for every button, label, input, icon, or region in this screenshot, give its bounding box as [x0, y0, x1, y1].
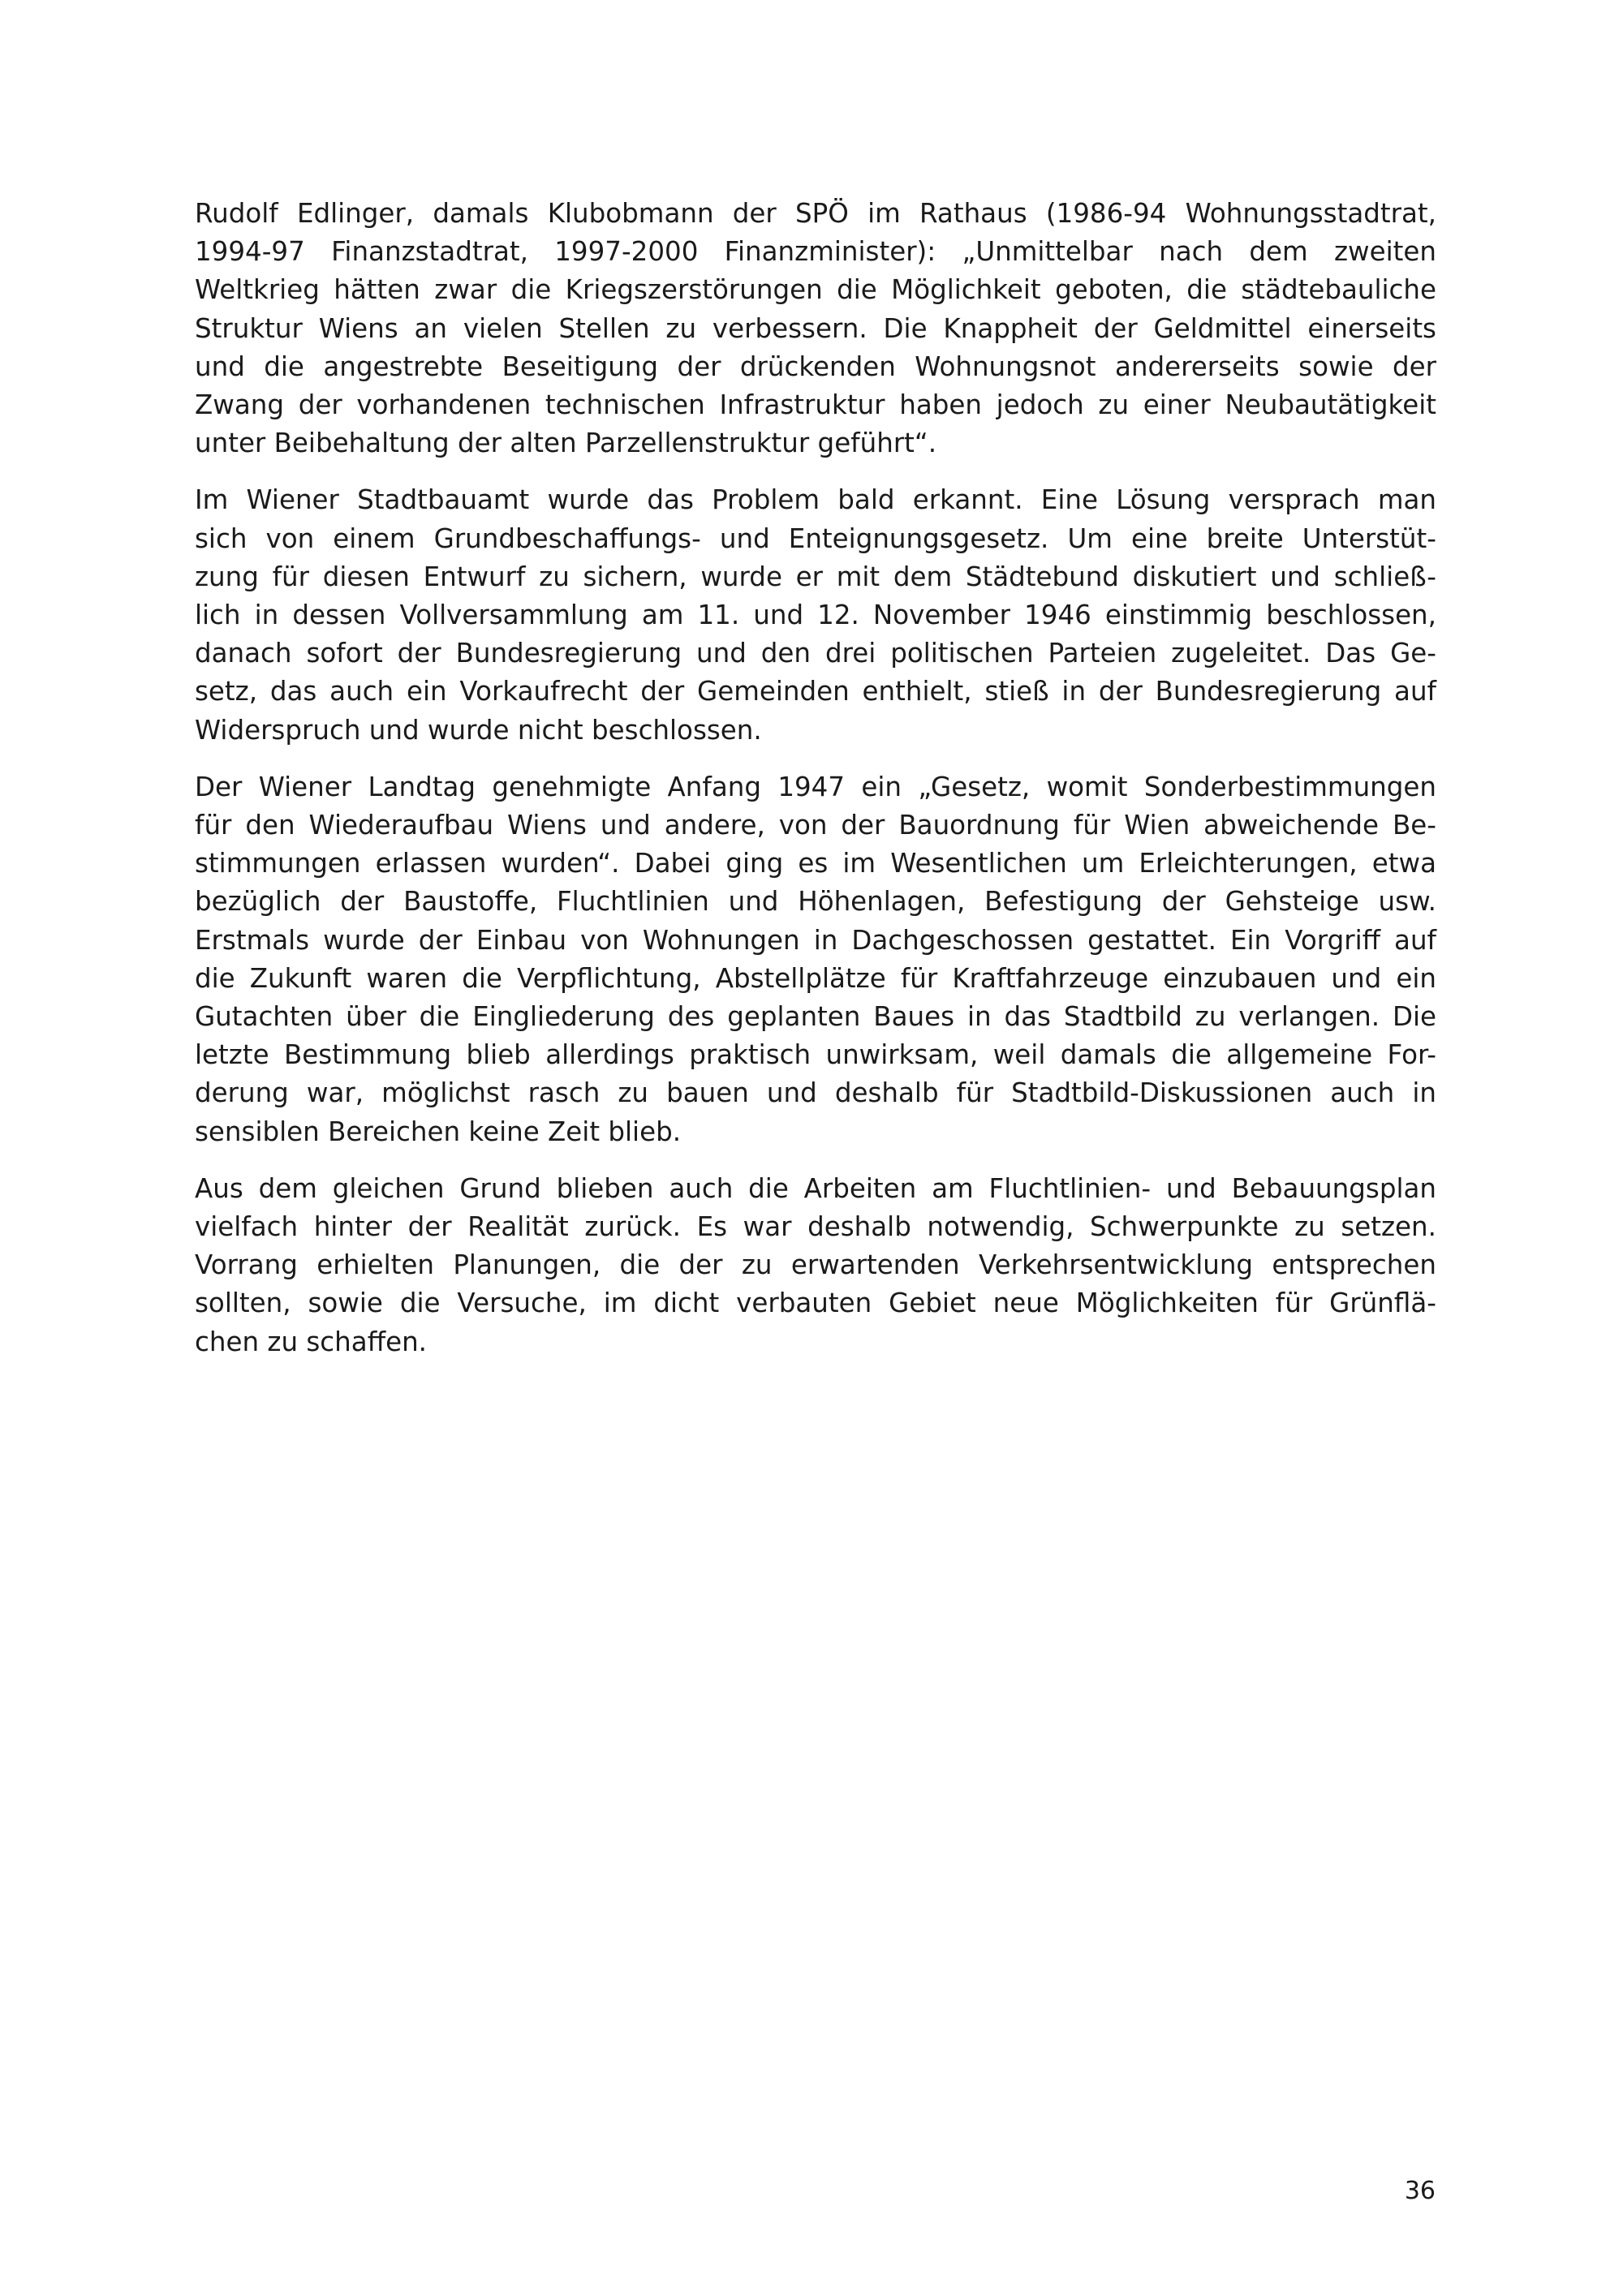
text-line: Rudolf Edlinger, damals Klubobmann der SPÖ im Rathaus (1986-94 Wohnungsstadtrat,	[195, 198, 1436, 229]
text-line: unter Beibehaltung der alten Parzellenstruktur geführt“.	[195, 428, 937, 459]
text-line: und die angestrebte Beseitigung der drückenden Wohnungsnot andererseits sowie der	[195, 350, 1436, 382]
text-line: bezüglich der Baustoffe, Fluchtlinien und Höhenlagen, Befestigung der Gehsteige usw.	[195, 886, 1436, 918]
text-line: vielfach hinter der Realität zurück. Es war deshalb notwendig, Schwerpunkte zu setzen.	[195, 1211, 1436, 1243]
text-line: sollten, sowie die Versuche, im dicht verbauten Gebiet neue Möglichkeiten für Grünflä-	[195, 1288, 1436, 1319]
text-line: stimmungen erlassen wurden“. Dabei ging es im Wesentlichen um Erleichterungen, etwa	[195, 848, 1436, 879]
text-line: Im Wiener Stadtbauamt wurde das Problem bald erkannt. Eine Lösung versprach man	[195, 484, 1436, 516]
paragraph-3	[195, 768, 1436, 1151]
text-line: lich in dessen Vollversammlung am 11. und 12. November 1946 einstimmig beschlossen,	[195, 600, 1436, 631]
text-line: Widerspruch und wurde nicht beschlossen.	[195, 714, 762, 746]
text-line: letzte Bestimmung blieb allerdings praktisch unwirksam, weil damals die allgemeine For-	[195, 1039, 1436, 1071]
text-line: sensiblen Bereichen keine Zeit blieb.	[195, 1116, 682, 1147]
text-line: chen zu schaffen.	[195, 1326, 428, 1357]
text-line: Erstmals wurde der Einbau von Wohnungen in Dachgeschossen gestattet. Ein Vorgriff auf	[195, 924, 1436, 956]
page-number: 36	[1404, 2177, 1436, 2205]
text-line: Zwang der vorhandenen technischen Infrastruktur haben jedoch zu einer Neubautätigkeit	[195, 389, 1436, 421]
text-line: Der Wiener Landtag genehmigte Anfang 1947 ein „Gesetz, womit Sonderbestimmungen	[195, 771, 1436, 802]
text-line: Weltkrieg hätten zwar die Kriegszerstörungen die Möglichkeit geboten, die städtebauliche	[195, 274, 1436, 306]
text-line: 1994-97 Finanzstadtrat, 1997-2000 Finanzminister): „Unmittelbar nach dem zweiten	[195, 236, 1436, 268]
text-line: zung für diesen Entwurf zu sichern, wurde er mit dem Städtebund diskutiert und schließ-	[195, 561, 1436, 592]
paragraph-1	[195, 195, 1436, 462]
body-text	[195, 195, 1436, 1380]
text-line: Struktur Wiens an vielen Stellen zu verbessern. Die Knappheit der Geldmittel einerseits	[195, 312, 1436, 344]
text-line: für den Wiederaufbau Wiens und andere, von der Bauordnung für Wien abweichende Be-	[195, 810, 1436, 841]
text-line: die Zukunft waren die Verpflichtung, Abstellplätze für Kraftfahrzeuge einzubauen und ein	[195, 962, 1436, 994]
paragraph-4	[195, 1170, 1436, 1361]
text-line: derung war, möglichst rasch zu bauen und deshalb für Stadtbild-Diskussionen auch in	[195, 1077, 1436, 1109]
text-line: danach sofort der Bundesregierung und den drei politischen Parteien zugeleitet. Das Ge-	[195, 638, 1436, 669]
text-line: Aus dem gleichen Grund blieben auch die Arbeiten am Fluchtlinien- und Bebauungsplan	[195, 1172, 1436, 1204]
text-line: Gutachten über die Eingliederung des geplanten Baues in das Stadtbild zu verlangen. Die	[195, 1001, 1436, 1033]
text-line: sich von einem Grundbeschaffungs- und Enteignungsgesetz. Um eine breite Unterstüt-	[195, 522, 1436, 554]
text-line: setz, das auch ein Vorkaufrecht der Gemeinden enthielt, stieß in der Bundesregierung auf	[195, 676, 1436, 707]
text-line: Vorrang erhielten Planungen, die der zu erwartenden Verkehrsentwicklung entsprechen	[195, 1249, 1436, 1281]
paragraph-2	[195, 481, 1436, 749]
